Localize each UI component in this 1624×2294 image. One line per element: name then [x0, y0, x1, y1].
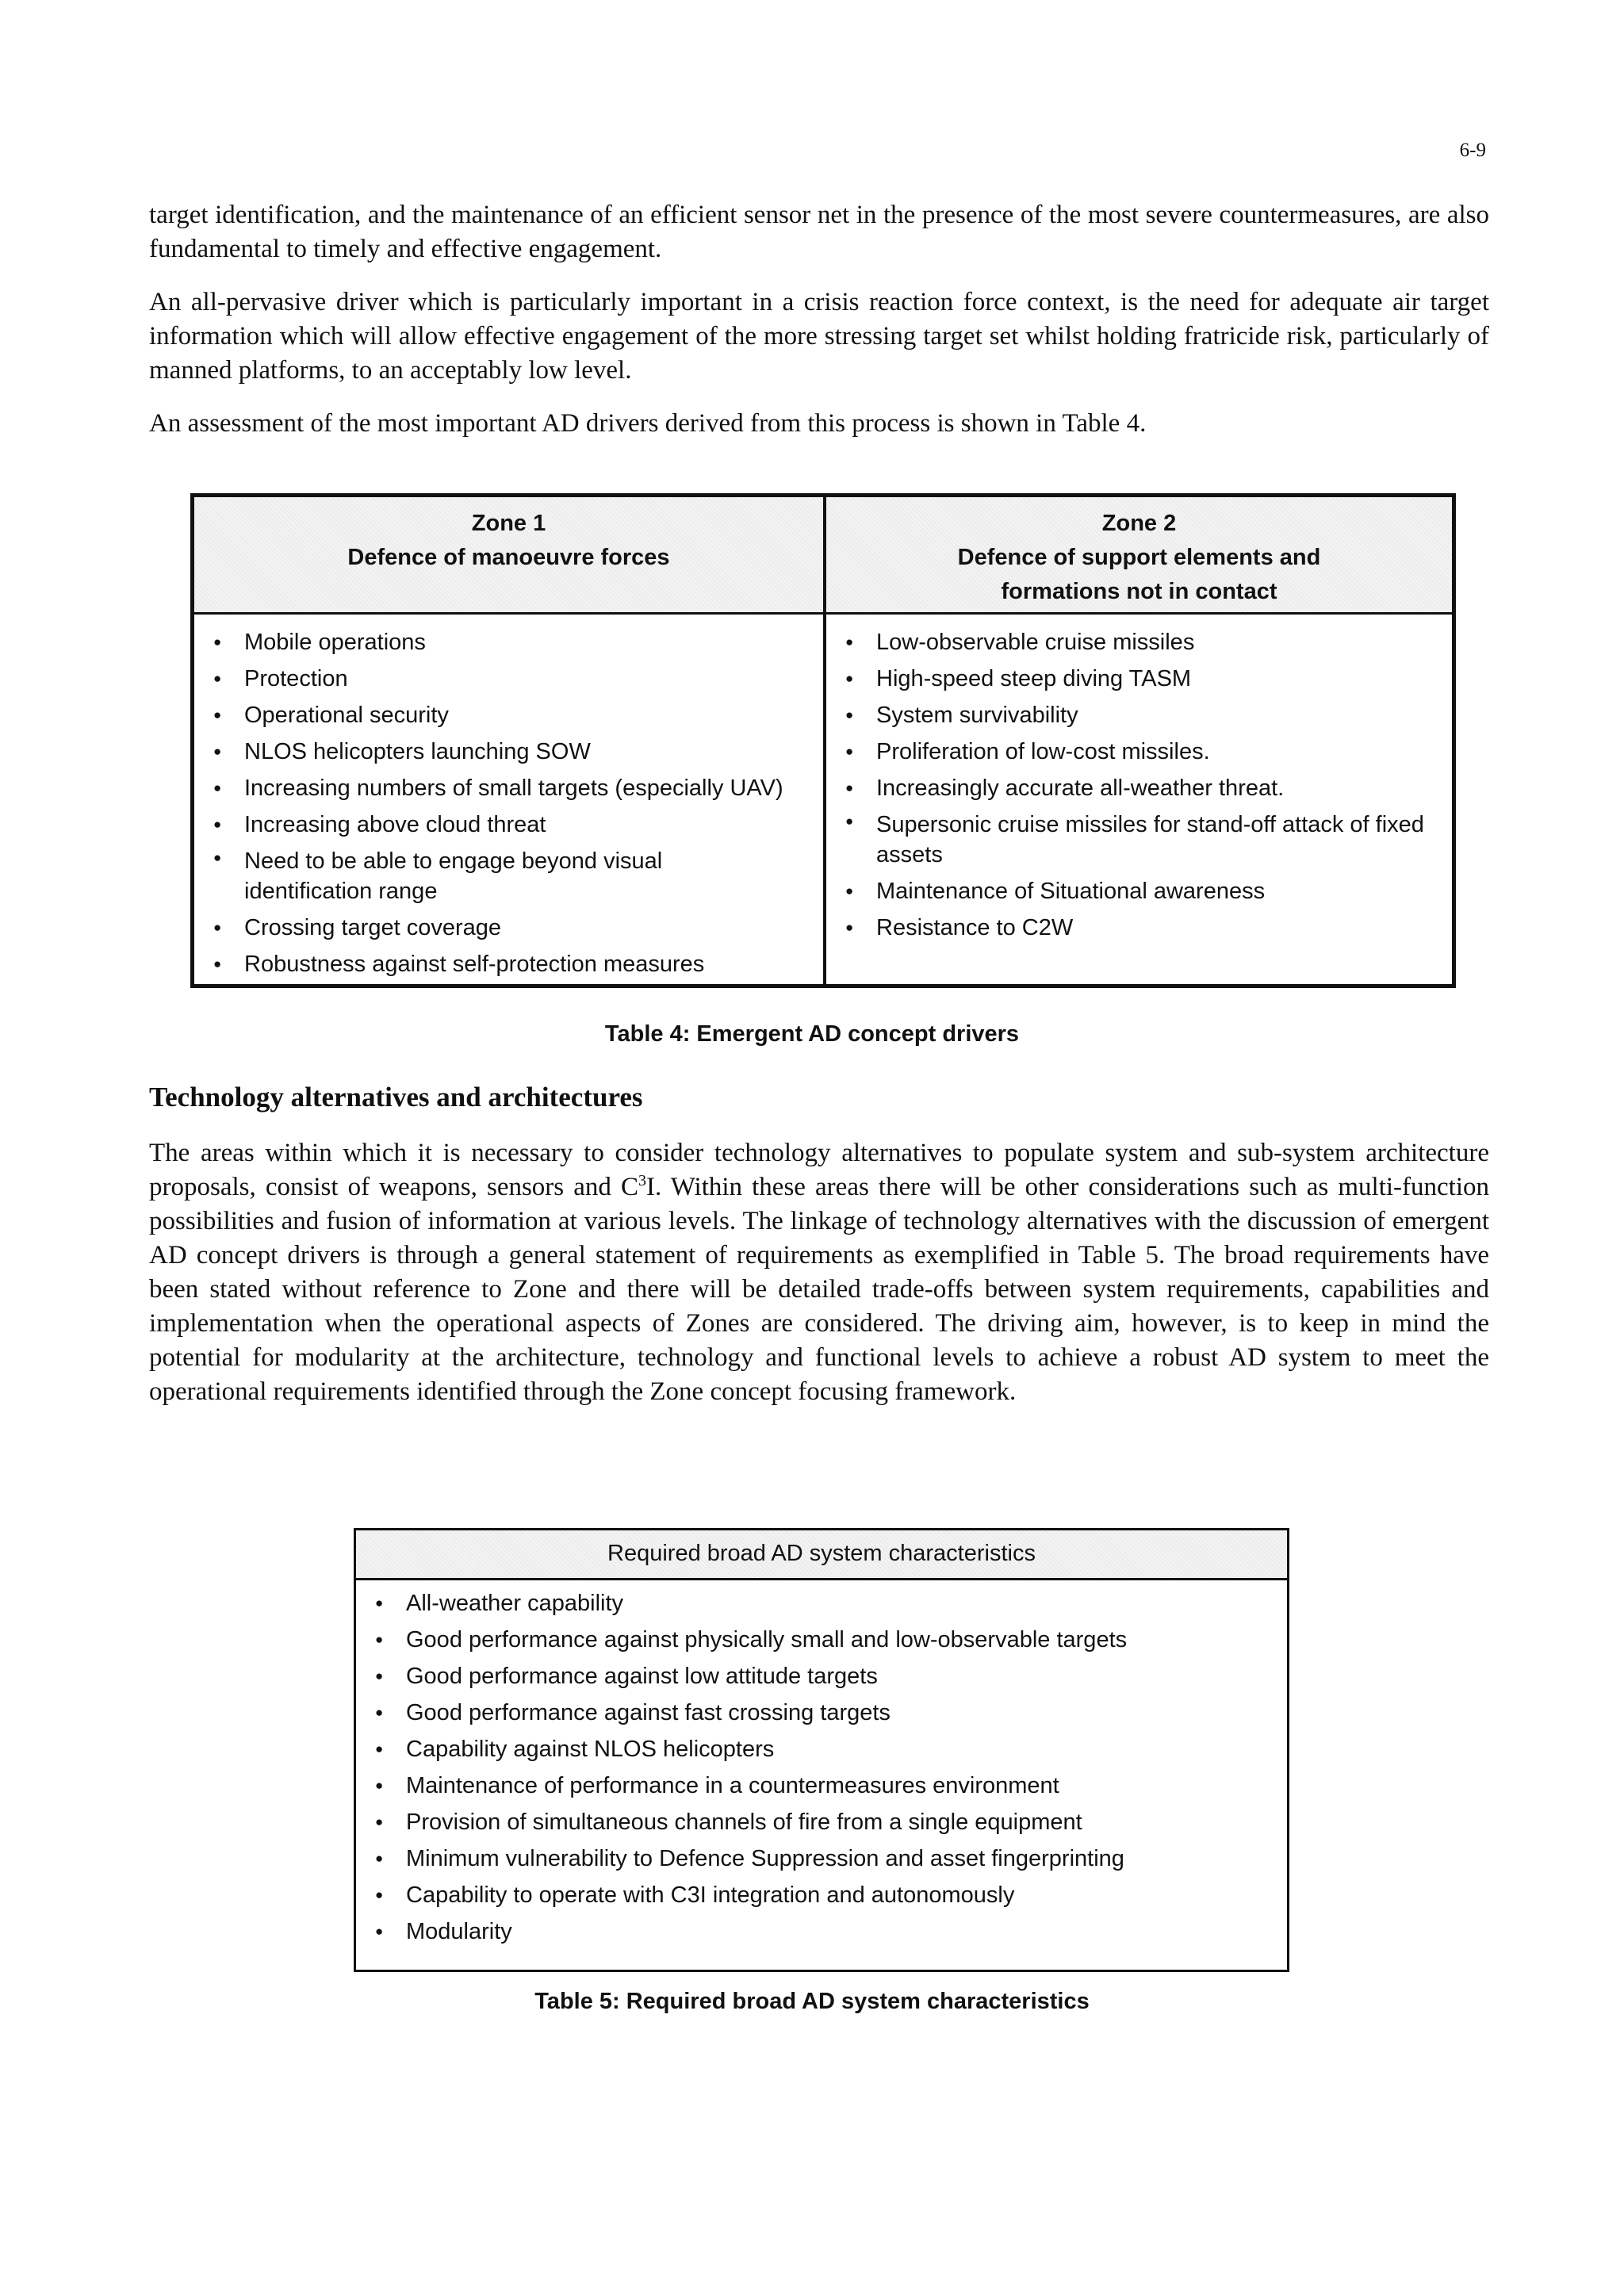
list-item: ● Provision of simultaneous channels of fire from a single equipment — [366, 1804, 1277, 1840]
list-item: ● Increasing above cloud threat — [204, 806, 814, 843]
list-item: ● Crossing target coverage — [204, 910, 814, 946]
zone-1-header — [194, 497, 823, 615]
list-item: ● System survivability — [836, 697, 1442, 733]
list-item: ● Good performance against low attitude targets — [366, 1658, 1277, 1695]
paragraph-technology-part1: The areas within which it is necessary to consider technology alternatives to populate system and sub-system architecture proposals, consist of weapons, sensors and C — [149, 1139, 1489, 1201]
table-5-list — [356, 1580, 1287, 1950]
paragraph-assessment: An assessment of the most important AD drivers derived from this process is shown in Table 4. — [149, 409, 1147, 438]
list-item: ● Robustness against self-protection measures — [204, 946, 814, 982]
list-item: ● Maintenance of performance in a countermeasures environment — [366, 1767, 1277, 1804]
table-5-caption: Table 5: Required broad AD system characteristics — [534, 1989, 1090, 2014]
superscript-3: 3 — [638, 1172, 646, 1189]
list-item: ● Proliferation of low-cost missiles. — [836, 733, 1442, 770]
table-4 — [190, 493, 1456, 988]
list-item: ● Capability against NLOS helicopters — [366, 1731, 1277, 1767]
paragraph-driver: An all-pervasive driver which is particularly important in a crisis reaction force context, is the need for adequate air target information which will allow effective engagement of the more stressing target set whilst holding fratricide risk, particularly of manned platforms, to an acceptably low level. — [149, 288, 1489, 385]
zone-2-subtitle: Defence of support elements and formations not in contact — [957, 545, 1321, 604]
list-item: ● High-speed steep diving TASM — [836, 661, 1442, 697]
zone-2-header — [826, 497, 1452, 615]
zone-2-list — [826, 615, 1452, 946]
list-item: ● Supersonic cruise missiles for stand-off attack of fixed assets — [836, 806, 1442, 873]
section-heading: Technology alternatives and architectures — [149, 1082, 643, 1113]
list-item: ● Protection — [204, 661, 814, 697]
list-item: ● Good performance against fast crossing targets — [366, 1695, 1277, 1731]
list-item: ● Mobile operations — [204, 624, 814, 661]
list-item: ● Maintenance of Situational awareness — [836, 873, 1442, 910]
zone-2-column — [823, 497, 1452, 984]
list-item: ● Minimum vulnerability to Defence Suppression and asset fingerprinting — [366, 1840, 1277, 1877]
list-item: ● Good performance against physically small and low-observable targets — [366, 1622, 1277, 1658]
table-5 — [354, 1528, 1289, 1972]
paragraph-intro: target identification, and the maintenance of an efficient sensor net in the presence of the most severe countermeasures, are also fundamental to timely and effective engagement. — [149, 201, 1489, 263]
list-item: ● All-weather capability — [366, 1585, 1277, 1622]
list-item: ● Operational security — [204, 697, 814, 733]
list-item: ● Increasingly accurate all-weather threat. — [836, 770, 1442, 806]
list-item: ● Need to be able to engage beyond visual identification range — [204, 843, 814, 910]
table-5-header: Required broad AD system characteristics — [356, 1530, 1287, 1580]
list-item: ● Resistance to C2W — [836, 910, 1442, 946]
list-item: ● Capability to operate with C3I integration and autonomously — [366, 1877, 1277, 1913]
zone-1-list — [194, 615, 823, 982]
zone-1-column — [194, 497, 823, 984]
zone-2-title: Zone 2 — [1101, 511, 1177, 536]
paragraph-technology — [149, 1136, 1489, 1409]
zone-1-title: Zone 1 — [471, 511, 546, 536]
list-item: ● Modularity — [366, 1913, 1277, 1950]
paragraph-technology-part2: I. Within these areas there will be other considerations such as multi-function possibilities and fusion of information at various levels. The linkage of technology alternatives with the discussion of emergent AD concept drivers is through a general statement of requirements as exemplified in Table 5. The broad requirements have been stated without reference to Zone and there will be detailed trade-offs between system requirements, capabilities and implementation when the operational aspects of Zones are considered. The driving aim, however, is to keep in mind the potential for modularity at the architecture, technology and functional levels to achieve a robust AD system to meet the operational requirements identified through the Zone concept focusing framework. — [149, 1173, 1490, 1406]
list-item: ● Increasing numbers of small targets (especially UAV) — [204, 770, 814, 806]
zone-1-subtitle: Defence of manoeuvre forces — [347, 545, 670, 570]
list-item: ● NLOS helicopters launching SOW — [204, 733, 814, 770]
list-item: ● Low-observable cruise missiles — [836, 624, 1442, 661]
table-4-caption: Table 4: Emergent AD concept drivers — [604, 1021, 1020, 1047]
page-number: 6-9 — [1459, 140, 1486, 161]
